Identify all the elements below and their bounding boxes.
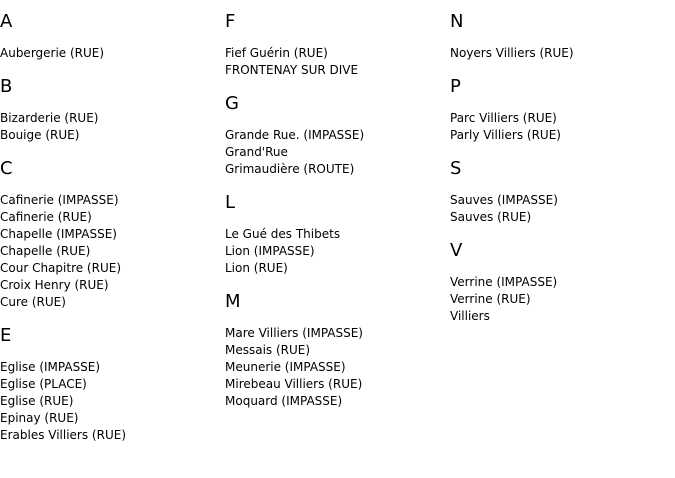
street-list [450, 110, 675, 144]
list-item [225, 127, 450, 144]
street-list [225, 45, 450, 79]
street-list [0, 45, 225, 62]
index-column [0, 0, 225, 458]
street-link[interactable]: Cure (RUE) [0, 295, 66, 309]
list-item [450, 45, 675, 62]
street-link[interactable]: Moquard (IMPASSE) [225, 394, 343, 408]
list-item [225, 226, 450, 243]
letter-heading: F [225, 11, 236, 32]
street-link[interactable]: Chapelle (IMPASSE) [0, 227, 117, 241]
street-link[interactable]: Mare Villiers (IMPASSE) [225, 326, 363, 340]
street-link[interactable]: Erables Villiers (RUE) [0, 428, 126, 442]
street-link[interactable]: Lion (RUE) [225, 261, 288, 275]
list-item [0, 209, 225, 226]
list-item [225, 260, 450, 277]
street-link[interactable]: Cour Chapitre (RUE) [0, 261, 122, 275]
street-list [225, 226, 450, 277]
street-link[interactable]: Noyers Villiers (RUE) [450, 46, 574, 60]
street-link[interactable]: Parc Villiers (RUE) [450, 111, 557, 125]
list-item [0, 294, 225, 311]
street-link[interactable]: Sauves (RUE) [450, 210, 532, 224]
list-item [450, 274, 675, 291]
letter-heading: A [0, 11, 13, 32]
letter-group [0, 11, 225, 62]
list-item [0, 127, 225, 144]
list-item [225, 62, 450, 79]
street-list [0, 359, 225, 444]
letter-group [225, 192, 450, 277]
street-link[interactable]: Lion (IMPASSE) [225, 244, 315, 258]
letter-group [450, 158, 675, 226]
letter-heading: M [225, 291, 241, 312]
street-link[interactable]: Fief Guérin (RUE) [225, 46, 328, 60]
street-link[interactable]: Grimaudière (ROUTE) [225, 162, 355, 176]
letter-heading: E [0, 325, 12, 346]
street-link[interactable]: Messais (RUE) [225, 343, 311, 357]
list-item [225, 342, 450, 359]
list-item [0, 376, 225, 393]
letter-group [0, 158, 225, 311]
street-link[interactable]: FRONTENAY SUR DIVE [225, 63, 359, 77]
street-link[interactable]: Eglise (RUE) [0, 394, 74, 408]
letter-group [225, 93, 450, 178]
letter-heading: N [450, 11, 464, 32]
list-item [225, 45, 450, 62]
letter-heading: G [225, 93, 239, 114]
letter-group [450, 76, 675, 144]
list-item [0, 410, 225, 427]
list-item [0, 243, 225, 260]
street-list [450, 192, 675, 226]
list-item [450, 209, 675, 226]
letter-group [450, 11, 675, 62]
index-column [225, 0, 450, 424]
street-link[interactable]: Grande Rue. (IMPASSE) [225, 128, 365, 142]
index-column [450, 0, 675, 339]
list-item [225, 144, 450, 161]
street-link[interactable]: Bizarderie (RUE) [0, 111, 99, 125]
list-item [0, 110, 225, 127]
list-item [0, 226, 225, 243]
letter-group [450, 240, 675, 325]
letter-heading: L [225, 192, 236, 213]
street-link[interactable]: Sauves (IMPASSE) [450, 193, 558, 207]
list-item [0, 192, 225, 209]
list-item [225, 376, 450, 393]
list-item [0, 359, 225, 376]
street-link[interactable]: Meunerie (IMPASSE) [225, 360, 346, 374]
letter-heading: S [450, 158, 462, 179]
street-link[interactable]: Cafinerie (RUE) [0, 210, 92, 224]
letter-group [0, 325, 225, 444]
street-link[interactable]: Aubergerie (RUE) [0, 46, 105, 60]
letter-heading: B [0, 76, 13, 97]
street-link[interactable]: Le Gué des Thibets [225, 227, 341, 241]
street-link[interactable]: Cafinerie (IMPASSE) [0, 193, 119, 207]
street-link[interactable]: Verrine (RUE) [450, 292, 531, 306]
street-list [450, 274, 675, 325]
street-list [0, 110, 225, 144]
street-list [225, 325, 450, 410]
street-link[interactable]: Eglise (IMPASSE) [0, 360, 101, 374]
list-item [225, 243, 450, 260]
list-item [225, 325, 450, 342]
letter-group [225, 291, 450, 410]
list-item [450, 308, 675, 325]
list-item [225, 393, 450, 410]
list-item [0, 427, 225, 444]
street-link[interactable]: Chapelle (RUE) [0, 244, 91, 258]
list-item [225, 161, 450, 178]
street-link[interactable]: Epinay (RUE) [0, 411, 79, 425]
list-item [0, 393, 225, 410]
letter-group [0, 76, 225, 144]
street-list [0, 192, 225, 311]
street-link[interactable]: Grand'Rue [225, 145, 288, 159]
street-link[interactable]: Parly Villiers (RUE) [450, 128, 561, 142]
street-list [450, 45, 675, 62]
street-link[interactable]: Villiers [450, 309, 490, 323]
street-link[interactable]: Eglise (PLACE) [0, 377, 87, 391]
street-link[interactable]: Croix Henry (RUE) [0, 278, 109, 292]
list-item [450, 127, 675, 144]
street-link[interactable]: Bouige (RUE) [0, 128, 80, 142]
street-link[interactable]: Mirebeau Villiers (RUE) [225, 377, 363, 391]
street-link[interactable]: Verrine (IMPASSE) [450, 275, 558, 289]
list-item [450, 192, 675, 209]
list-item [0, 45, 225, 62]
letter-heading: P [450, 76, 461, 97]
street-list [225, 127, 450, 178]
list-item [0, 260, 225, 277]
letter-group [225, 11, 450, 79]
list-item [450, 291, 675, 308]
letter-heading: V [450, 240, 463, 261]
list-item [225, 359, 450, 376]
list-item [0, 277, 225, 294]
list-item [450, 110, 675, 127]
letter-heading: C [0, 158, 13, 179]
